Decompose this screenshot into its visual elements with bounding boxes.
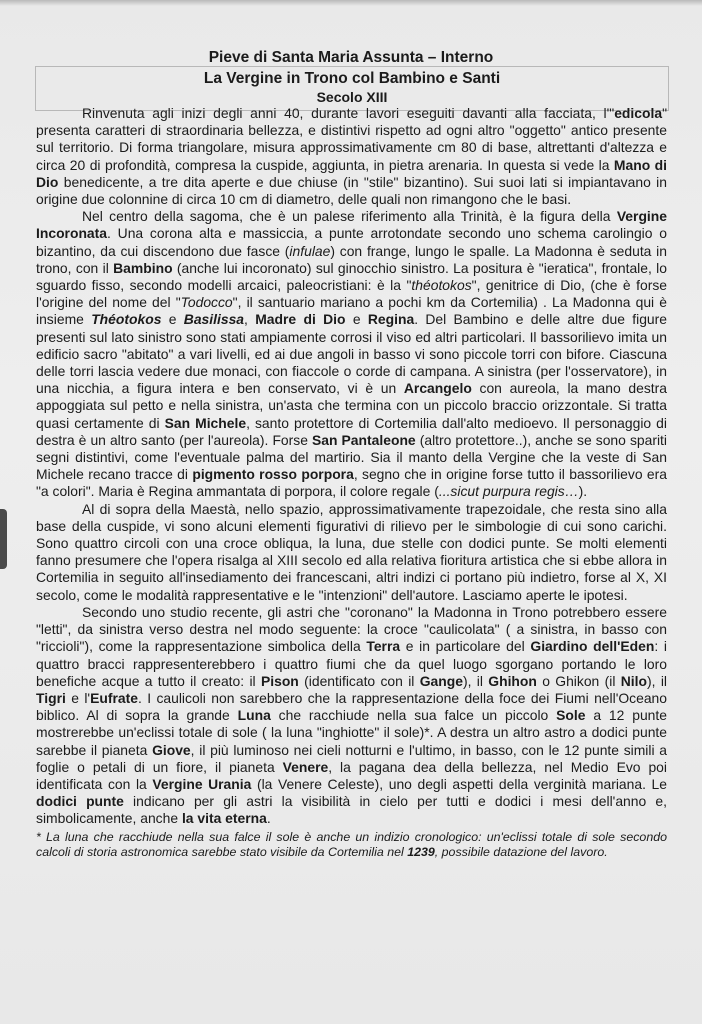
- emphasis-text: Mano di Dio: [36, 156, 667, 190]
- text-run: ) con frange, lungo le spalle. La Madonna è seduta in trono, con il: [36, 242, 667, 276]
- text-run: (la Venere Celeste), uno degli aspetti della verginità mariana. Le: [251, 775, 667, 792]
- emphasis-text: Venere: [282, 758, 329, 775]
- emphasis-text: Nilo: [620, 672, 647, 689]
- text-run: o Ghikon (il: [536, 672, 621, 689]
- emphasis-text: Madre di Dio: [255, 311, 346, 328]
- italic-text: infulae: [289, 242, 331, 259]
- paragraph-astri: [36, 604, 667, 828]
- text-run: che racchiude nella sua falce un piccolo: [270, 707, 557, 724]
- text-run: ), il: [462, 672, 489, 689]
- text-run: benedicente, a tre dita aperte e due chiuse (in "stile" bizantino). Sui suoi lati si impiantavano in origine due colonnine di circa 10 cm di diametro, delle quali non rimangono che le basi.: [36, 173, 667, 208]
- emphasis-text: Tigri: [36, 689, 66, 706]
- emphasis-text: Bambino: [113, 259, 173, 276]
- emphasis-text: Théotokos: [91, 311, 162, 328]
- text-run: , segno che in origine forse tutto il bassorilievo era "a colori". Maria è Regina ammantata di porpora, il colore regale (: [36, 466, 667, 500]
- text-run: , la pagana dea della bellezza, nel Medio Evo poi identificata con la: [36, 758, 667, 792]
- text-run: (anche lui incoronato) sul ginocchio sinistro. La positura è "ieratica", frontale, lo sguardo fisso, secondo modelli arcaici, paleocristiani: è la ": [36, 259, 667, 294]
- text-run: Al di sopra della Maestà, nello spazio, approssimativamente trapezoidale, che resta sino alla base della cuspide, vi sono alcuni elementi figurativi di rilievo per le simbologie di cui sono carichi. Sono quattro circoli con una croce obliqua, la luna, due stelle con dodici punte. Se molti elementi fanno presumere che l'opera risalga al XIII secolo ed alla relativa fioritura artistica che si ebbe allora in Cortemilia in seguito all'insediamento dei francescani, altri indizi ci portano più indietro, forse al X, XI secolo, come le modalità rappresentative e le "intenzioni" dell'autore. Lasciamo aperte le ipotesi.: [36, 500, 667, 603]
- italic-text: théotokos: [411, 277, 472, 294]
- text-run: ", genitrice di Dio, (che è forse l'origine del nome del ": [36, 277, 667, 311]
- italic-text: ...sicut purpura regis…: [438, 483, 579, 500]
- text-run: .: [266, 810, 271, 827]
- emphasis-text: edicola: [614, 105, 663, 121]
- text-run: ", il santuario mariano a pochi km da Cortemilia) . La Madonna qui è insieme: [36, 294, 667, 328]
- emphasis-text: Arcangelo: [403, 380, 472, 397]
- paragraph-maesta: [36, 501, 667, 604]
- italic-text: Todocco: [180, 294, 233, 311]
- emphasis-text: Vergine Incoronata: [36, 208, 667, 242]
- emphasis-text: pigmento rosso porpora: [192, 466, 354, 483]
- footnote: [36, 830, 667, 861]
- emphasis-text: Pison: [260, 672, 299, 689]
- paragraph-edicola: [36, 105, 667, 208]
- text-run: . Una corona alta e massiccia, a punte arrotondate secondo uno schema carolingio o bizantino, da cui discendono due fasce (: [36, 225, 667, 259]
- artwork-title: La Vergine in Trono col Bambino e Santi: [203, 70, 501, 87]
- emphasis-text: Basilissa: [183, 311, 245, 328]
- text-run: * La luna che racchiude nella sua falce il sole è anche un indizio cronologico: un'eclissi totale di sole secondo calcoli di storia astronomica sarebbe stato visibile da Cortemilia nel: [36, 829, 667, 860]
- text-run: e: [161, 311, 184, 328]
- text-run: e in particolare del: [400, 638, 531, 655]
- text-run: con aureola, la mano destra appoggiata sul petto e nella sinistra, un'asta che termina con un piccolo braccio orizzontale. Si tratta quasi certamente di: [36, 380, 667, 431]
- emphasis-text: Luna: [237, 707, 271, 724]
- text-run: : i quattro bracci rappresenterebbero i quattro fiumi che da quel luogo sgorgano portando le loro benefiche acque a tutto il creato: il: [36, 638, 667, 689]
- emphasis-text: Regina: [367, 311, 415, 328]
- text-run: (identificato con il: [298, 672, 420, 689]
- emphasis-text: 1239: [407, 845, 435, 860]
- emphasis-text: Vergine Urania: [152, 775, 252, 792]
- text-run: Secondo uno studio recente, gli astri che "coronano" la Madonna in Trono potrebbero essere "letti", da sinistra verso destra nel modo seguente: la croce "caulicolata" ( a sinistra, in basso con "riccioli"), come la rappresentazione simbolica della: [36, 603, 667, 655]
- emphasis-text: San Pantaleone: [312, 431, 416, 448]
- emphasis-text: dodici punte: [36, 793, 124, 810]
- emphasis-text: San Michele: [164, 414, 247, 431]
- text-run: " presenta caratteri di straordinaria bellezza, e distintivi rispetto ad ogni altro "oggetto" antico presente sul territorio. Di forma triangolare, misura approssimativamente cm 80 di base, altrettanti d'altezza e circa 20 di profondità, compresa la cuspide, aggiunta, in pietra arenaria. In questa si vede la: [36, 105, 667, 173]
- text-run: , possibile datazione del lavoro.: [434, 845, 608, 860]
- text-run: ,: [244, 311, 256, 328]
- emphasis-text: la vita eterna: [181, 810, 267, 827]
- emphasis-text: Giardino dell'Eden: [530, 638, 655, 655]
- emphasis-text: Eufrate: [90, 689, 138, 706]
- page-title: Pieve di Santa Maria Assunta – Interno: [208, 49, 494, 66]
- text-run: (altro protettore..), anche se sono spariti segni distintivi, come l'eventuale palma del martirio. Sia il manto della Vergine che la veste di San Michele recano tracce di: [36, 431, 667, 483]
- text-run: Nel centro della sagoma, che è un palese riferimento alla Trinità, è la figura della: [82, 208, 617, 225]
- emphasis-text: Gange: [419, 672, 463, 689]
- text-run: ), il: [647, 672, 667, 689]
- emphasis-text: Giove: [152, 741, 191, 758]
- paragraph-vergine: [36, 208, 667, 500]
- text-run: , il più luminoso nei cieli notturni e l'ultimo, in basso, con le 12 punte simili a foglie o petali di un fiore, il pianeta: [36, 741, 667, 775]
- page-top-shadow: [0, 0, 702, 6]
- text-run: e: [345, 311, 368, 328]
- text-run: indicano per gli astri la visibilità in cielo per tutti e dodici i mesi dell'anno e, simbolicamente, anche: [36, 793, 667, 827]
- century-label: Secolo XIII: [316, 89, 388, 105]
- emphasis-text: Sole: [556, 707, 586, 724]
- binder-clip: [0, 509, 7, 569]
- text-run: ).: [578, 483, 588, 500]
- text-run: e l': [65, 689, 91, 706]
- text-run: Rinvenuta agli inizi degli anni 40, durante lavori eseguiti davanti alla facciata, l'": [82, 105, 615, 121]
- text-run: , santo protettore di Cortemilia dall'alto medioevo. Il personaggio di destra è un altro santo (per l'aureola). Forse: [36, 414, 667, 448]
- text-run: a 12 punte mostrerebbe un'eclissi totale di sole ( la luna "inghiotte" il sole)*. A destra un altro astro a dodici punte sarebbe il pianeta: [36, 707, 667, 758]
- text-run: . I caulicoli non sarebbero che la rappresentazione della foce dei Fiumi nell'Oceano biblico. Al di sopra la grande: [36, 689, 668, 724]
- emphasis-text: Ghihon: [488, 672, 537, 689]
- emphasis-text: Terra: [366, 638, 401, 655]
- text-run: . Del Bambino e delle altre due figure presenti sul lato sinistro sono stati ampiamente corrosi il viso ed altri particolari. Il bassorilievo imita un edificio sacro "abitato" a vari livelli, ed ai due angoli in basso vi sono piccole torri con bifore. Ciascuna delle torri lascia vedere due monaci, con fiaccole o corde di campana. A sinistra (per l'osservatore), in una nicchia, a figura intera e ben conservato, vi è un: [36, 311, 667, 397]
- document-body: [36, 105, 667, 861]
